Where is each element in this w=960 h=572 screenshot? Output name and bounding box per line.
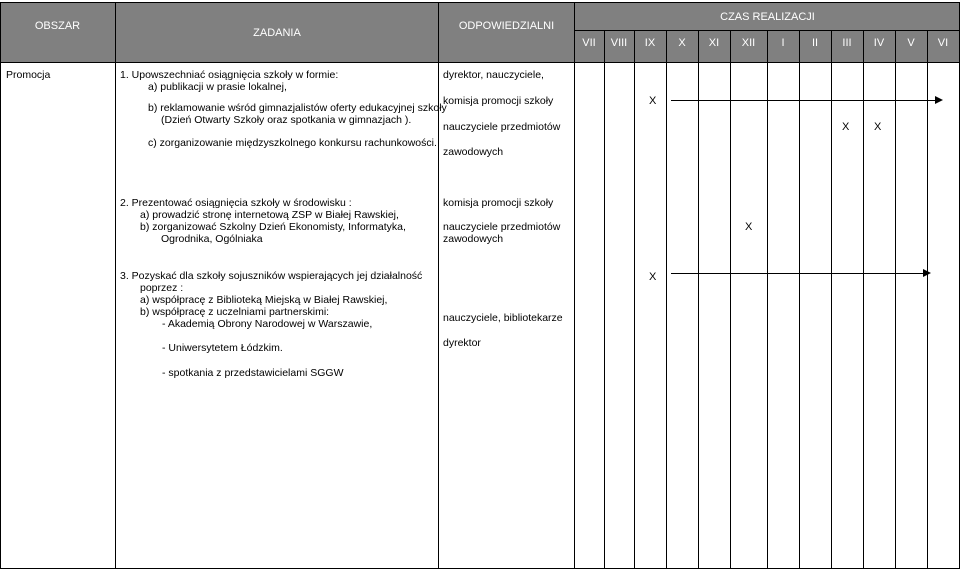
task3-responsible: dyrektor (443, 337, 481, 349)
month-header: V (907, 37, 915, 49)
task2-line: 2. Prezentować osiągnięcia szkoły w środowisku : (120, 197, 352, 209)
month-col-divider (634, 30, 635, 568)
month-col-divider (666, 30, 667, 568)
task1-line: (Dzień Otwarty Szkoły oraz spotkania w gimnazjach ). (161, 114, 412, 126)
col-divider (574, 2, 575, 568)
task3-line: a) współpracę z Biblioteką Miejską w Białej Rawskiej, (140, 294, 388, 306)
header-czas: CZAS REALIZACJI (720, 11, 815, 23)
top-border (0, 2, 960, 3)
month-col-divider (767, 30, 768, 568)
task2-line: b) zorganizować Szkolny Dzień Ekonomisty, Informatyka, (140, 221, 406, 233)
task1-line: a) publikacji w prasie lokalnej, (148, 81, 287, 93)
task3-line: poprzez : (140, 282, 184, 294)
task1-responsible: komisja promocji szkoły (443, 95, 554, 107)
task3-responsible: nauczyciele, bibliotekarze (443, 312, 563, 324)
month-header: X (678, 37, 686, 49)
task1-line: c) zorganizowanie międzyszkolnego konkursu rachunkowości. (148, 137, 437, 149)
schedule-mark: X (842, 121, 850, 133)
task2-responsible: nauczyciele przedmiotów (443, 221, 561, 233)
schedule-mark: X (649, 271, 657, 283)
task3-line: 3. Pozyskać dla szkoły sojuszników wspierających jej działalność (120, 270, 423, 282)
month-header: XI (708, 37, 720, 49)
month-header: II (811, 37, 819, 49)
month-header: XII (741, 37, 756, 49)
duration-arrow (671, 273, 929, 274)
month-col-divider (730, 30, 731, 568)
month-header: III (842, 37, 852, 49)
task1-responsible: dyrektor, nauczyciele, (443, 69, 544, 81)
month-header: IV (873, 37, 885, 49)
task2-line: a) prowadzić stronę internetową ZSP w Białej Rawskiej, (140, 209, 399, 221)
month-col-divider (895, 30, 896, 568)
month-col-divider (863, 30, 864, 568)
schedule-mark: X (874, 121, 882, 133)
task3-line: - Uniwersytetem Łódzkim. (162, 342, 283, 354)
month-col-divider (604, 30, 605, 568)
month-col-divider (927, 30, 928, 568)
area-label: Promocja (6, 69, 51, 81)
month-header: I (781, 37, 785, 49)
task2-responsible: komisja promocji szkoły (443, 197, 554, 209)
task2-line: Ogrodnika, Ogólniaka (161, 233, 263, 245)
task1-line: 1. Upowszechniać osiągnięcia szkoły w formie: (120, 69, 339, 81)
month-header: IX (644, 37, 656, 49)
task3-line: - spotkania z przedstawicielami SGGW (162, 367, 344, 379)
duration-arrow (671, 100, 941, 101)
month-col-divider (799, 30, 800, 568)
bottom-border (0, 568, 960, 569)
month-col-divider (831, 30, 832, 568)
border-left (0, 2, 1, 568)
header-zadania: ZADANIA (253, 27, 301, 39)
header-obszar: OBSZAR (34, 20, 81, 32)
header-bottom-border (0, 62, 960, 63)
task3-line: - Akademią Obrony Narodowej w Warszawie, (162, 318, 373, 330)
task1-responsible: zawodowych (443, 146, 504, 158)
col-divider (115, 2, 116, 568)
task1-line: b) reklamowanie wśród gimnazjalistów oferty edukacyjnej szkoły (148, 102, 447, 114)
month-header: VIII (610, 37, 628, 49)
schedule-mark: X (649, 95, 657, 107)
month-header: VII (582, 37, 596, 49)
task2-responsible: zawodowych (443, 233, 504, 245)
task3-line: b) współpracę z uczelniami partnerskimi: (140, 306, 330, 318)
schedule-mark: X (745, 221, 753, 233)
month-col-divider (698, 30, 699, 568)
col-divider (438, 2, 439, 568)
task1-responsible: nauczyciele przedmiotów (443, 121, 561, 133)
month-header: VI (937, 37, 949, 49)
header-odpowiedzialni: ODPOWIEDZIALNI (458, 20, 555, 32)
